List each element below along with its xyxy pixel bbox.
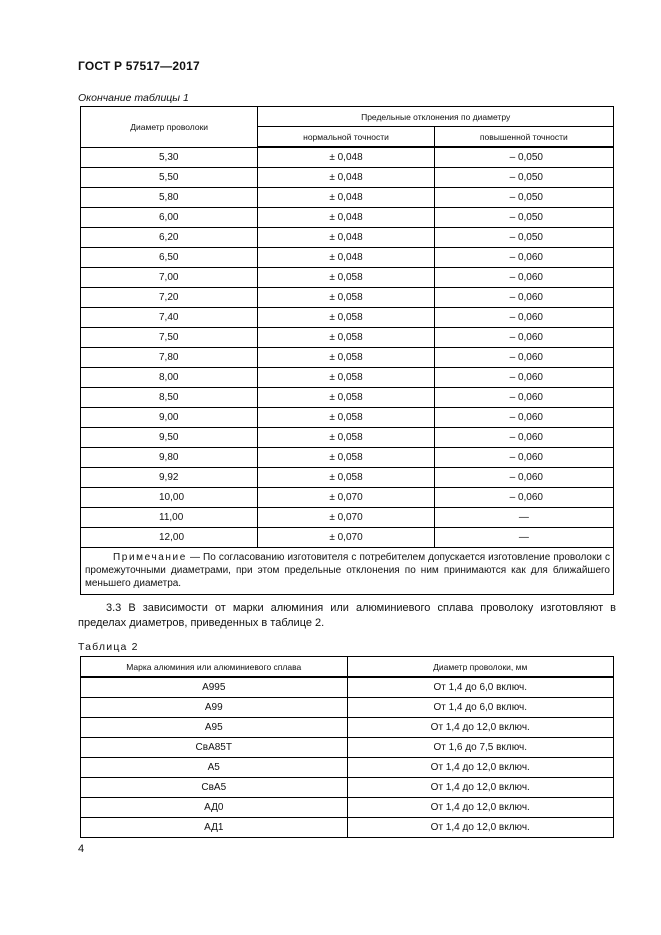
- cell-diameter: 5,80: [81, 188, 258, 208]
- table-row: [81, 388, 614, 408]
- cell-diameter: 7,80: [81, 348, 258, 368]
- table1-note: [81, 548, 614, 595]
- header-deviations: Предельные отклонения по диаметру: [258, 107, 614, 127]
- cell-diameter: 9,80: [81, 448, 258, 468]
- cell-increased-deviation: —: [434, 508, 613, 528]
- cell-increased-deviation: – 0,050: [434, 188, 613, 208]
- table1: [80, 106, 614, 595]
- cell-normal-deviation: ± 0,058: [258, 328, 434, 348]
- cell-diameter: 8,00: [81, 368, 258, 388]
- cell-increased-deviation: – 0,060: [434, 488, 613, 508]
- cell-normal-deviation: ± 0,048: [258, 188, 434, 208]
- cell-increased-deviation: – 0,060: [434, 388, 613, 408]
- cell-normal-deviation: ± 0,048: [258, 228, 434, 248]
- cell-increased-deviation: – 0,060: [434, 428, 613, 448]
- table-row: [81, 818, 614, 838]
- cell-diameter: 7,20: [81, 288, 258, 308]
- cell-diameter-range: От 1,6 до 7,5 включ.: [347, 738, 614, 758]
- cell-increased-deviation: – 0,060: [434, 448, 613, 468]
- table-row: [81, 448, 614, 468]
- cell-grade: А995: [81, 677, 348, 698]
- cell-increased-deviation: – 0,060: [434, 248, 613, 268]
- table-row: [81, 228, 614, 248]
- cell-increased-deviation: – 0,050: [434, 208, 613, 228]
- cell-normal-deviation: ± 0,058: [258, 288, 434, 308]
- cell-diameter: 6,50: [81, 248, 258, 268]
- document-code: ГОСТ Р 57517—2017: [78, 59, 200, 73]
- cell-increased-deviation: – 0,050: [434, 168, 613, 188]
- cell-diameter: 6,20: [81, 228, 258, 248]
- cell-increased-deviation: – 0,060: [434, 328, 613, 348]
- cell-normal-deviation: ± 0,058: [258, 268, 434, 288]
- table-row: [81, 528, 614, 548]
- cell-diameter-range: От 1,4 до 12,0 включ.: [347, 778, 614, 798]
- cell-diameter-range: От 1,4 до 6,0 включ.: [347, 677, 614, 698]
- cell-diameter: 9,00: [81, 408, 258, 428]
- cell-normal-deviation: ± 0,070: [258, 528, 434, 548]
- cell-normal-deviation: ± 0,058: [258, 448, 434, 468]
- cell-diameter: 8,50: [81, 388, 258, 408]
- cell-diameter: 5,30: [81, 147, 258, 168]
- table-row: [81, 428, 614, 448]
- cell-diameter: 9,50: [81, 428, 258, 448]
- table-row: [81, 348, 614, 368]
- cell-grade: А5: [81, 758, 348, 778]
- table-row: [81, 738, 614, 758]
- page-number: 4: [78, 843, 85, 855]
- table-row: [81, 408, 614, 428]
- cell-increased-deviation: – 0,060: [434, 408, 613, 428]
- cell-normal-deviation: ± 0,048: [258, 147, 434, 168]
- cell-grade: А99: [81, 698, 348, 718]
- note-text: — По согласованию изготовителя с потребителем допускается изготовление проволоки с промежуточными диаметрами, при этом предельные отклонения по ним принимаются как для ближайшего меньшего диаметра.: [85, 552, 610, 589]
- cell-normal-deviation: ± 0,048: [258, 208, 434, 228]
- cell-diameter: 7,40: [81, 308, 258, 328]
- table-row: [81, 168, 614, 188]
- cell-increased-deviation: – 0,060: [434, 468, 613, 488]
- cell-diameter: 12,00: [81, 528, 258, 548]
- table2-caption: Таблица 2: [78, 641, 139, 653]
- cell-grade: СвА5: [81, 778, 348, 798]
- table-row: [81, 248, 614, 268]
- cell-normal-deviation: ± 0,058: [258, 388, 434, 408]
- cell-diameter: 9,92: [81, 468, 258, 488]
- table1-body: [81, 147, 614, 548]
- cell-normal-deviation: ± 0,058: [258, 348, 434, 368]
- cell-increased-deviation: – 0,060: [434, 268, 613, 288]
- cell-grade: АД1: [81, 818, 348, 838]
- cell-diameter-range: От 1,4 до 12,0 включ.: [347, 718, 614, 738]
- cell-increased-deviation: – 0,060: [434, 308, 613, 328]
- cell-diameter-range: От 1,4 до 12,0 включ.: [347, 818, 614, 838]
- cell-increased-deviation: – 0,060: [434, 348, 613, 368]
- table-row: [81, 328, 614, 348]
- paragraph-3-3: [78, 601, 616, 631]
- table-row: [81, 368, 614, 388]
- cell-diameter: 7,50: [81, 328, 258, 348]
- table-row: [81, 718, 614, 738]
- table-row: [81, 188, 614, 208]
- table-row: [81, 508, 614, 528]
- cell-diameter: 6,00: [81, 208, 258, 228]
- cell-normal-deviation: ± 0,058: [258, 368, 434, 388]
- header-grade: Марка алюминия или алюминиевого сплава: [81, 657, 348, 678]
- cell-diameter: 7,00: [81, 268, 258, 288]
- cell-increased-deviation: – 0,060: [434, 368, 613, 388]
- header-diameter: Диаметр проволоки: [81, 107, 258, 148]
- cell-normal-deviation: ± 0,058: [258, 408, 434, 428]
- cell-grade: А95: [81, 718, 348, 738]
- cell-diameter-range: От 1,4 до 12,0 включ.: [347, 798, 614, 818]
- cell-increased-deviation: – 0,060: [434, 288, 613, 308]
- cell-normal-deviation: ± 0,058: [258, 308, 434, 328]
- table-row: [81, 308, 614, 328]
- table-row: [81, 268, 614, 288]
- table1-caption: Окончание таблицы 1: [78, 92, 189, 104]
- table-row: [81, 488, 614, 508]
- cell-normal-deviation: ± 0,058: [258, 468, 434, 488]
- cell-increased-deviation: – 0,050: [434, 147, 613, 168]
- cell-diameter: 10,00: [81, 488, 258, 508]
- cell-diameter-range: От 1,4 до 6,0 включ.: [347, 698, 614, 718]
- cell-increased-deviation: —: [434, 528, 613, 548]
- cell-normal-deviation: ± 0,048: [258, 248, 434, 268]
- cell-normal-deviation: ± 0,070: [258, 508, 434, 528]
- table-row: [81, 698, 614, 718]
- table-row: [81, 208, 614, 228]
- header-increased-accuracy: повышенной точности: [434, 127, 613, 148]
- cell-diameter: 11,00: [81, 508, 258, 528]
- cell-normal-deviation: ± 0,058: [258, 428, 434, 448]
- cell-normal-deviation: ± 0,048: [258, 168, 434, 188]
- header-wire-diameter: Диаметр проволоки, мм: [347, 657, 614, 678]
- cell-diameter: 5,50: [81, 168, 258, 188]
- cell-normal-deviation: ± 0,070: [258, 488, 434, 508]
- cell-grade: АД0: [81, 798, 348, 818]
- note-label: Примечание: [113, 552, 187, 563]
- header-normal-accuracy: нормальной точности: [258, 127, 434, 148]
- table-row: [81, 288, 614, 308]
- table2: [80, 656, 614, 838]
- cell-grade: СвА85Т: [81, 738, 348, 758]
- table-row: [81, 778, 614, 798]
- cell-diameter-range: От 1,4 до 12,0 включ.: [347, 758, 614, 778]
- table-row: [81, 468, 614, 488]
- paragraph-text: 3.3 В зависимости от марки алюминия или алюминиевого сплава проволоку изготовляют в пределах диаметров, приведенных в таблице 2.: [78, 602, 616, 629]
- table-row: [81, 677, 614, 698]
- table-row: [81, 147, 614, 168]
- table2-body: [81, 677, 614, 838]
- table-row: [81, 798, 614, 818]
- table-row: [81, 758, 614, 778]
- cell-increased-deviation: – 0,050: [434, 228, 613, 248]
